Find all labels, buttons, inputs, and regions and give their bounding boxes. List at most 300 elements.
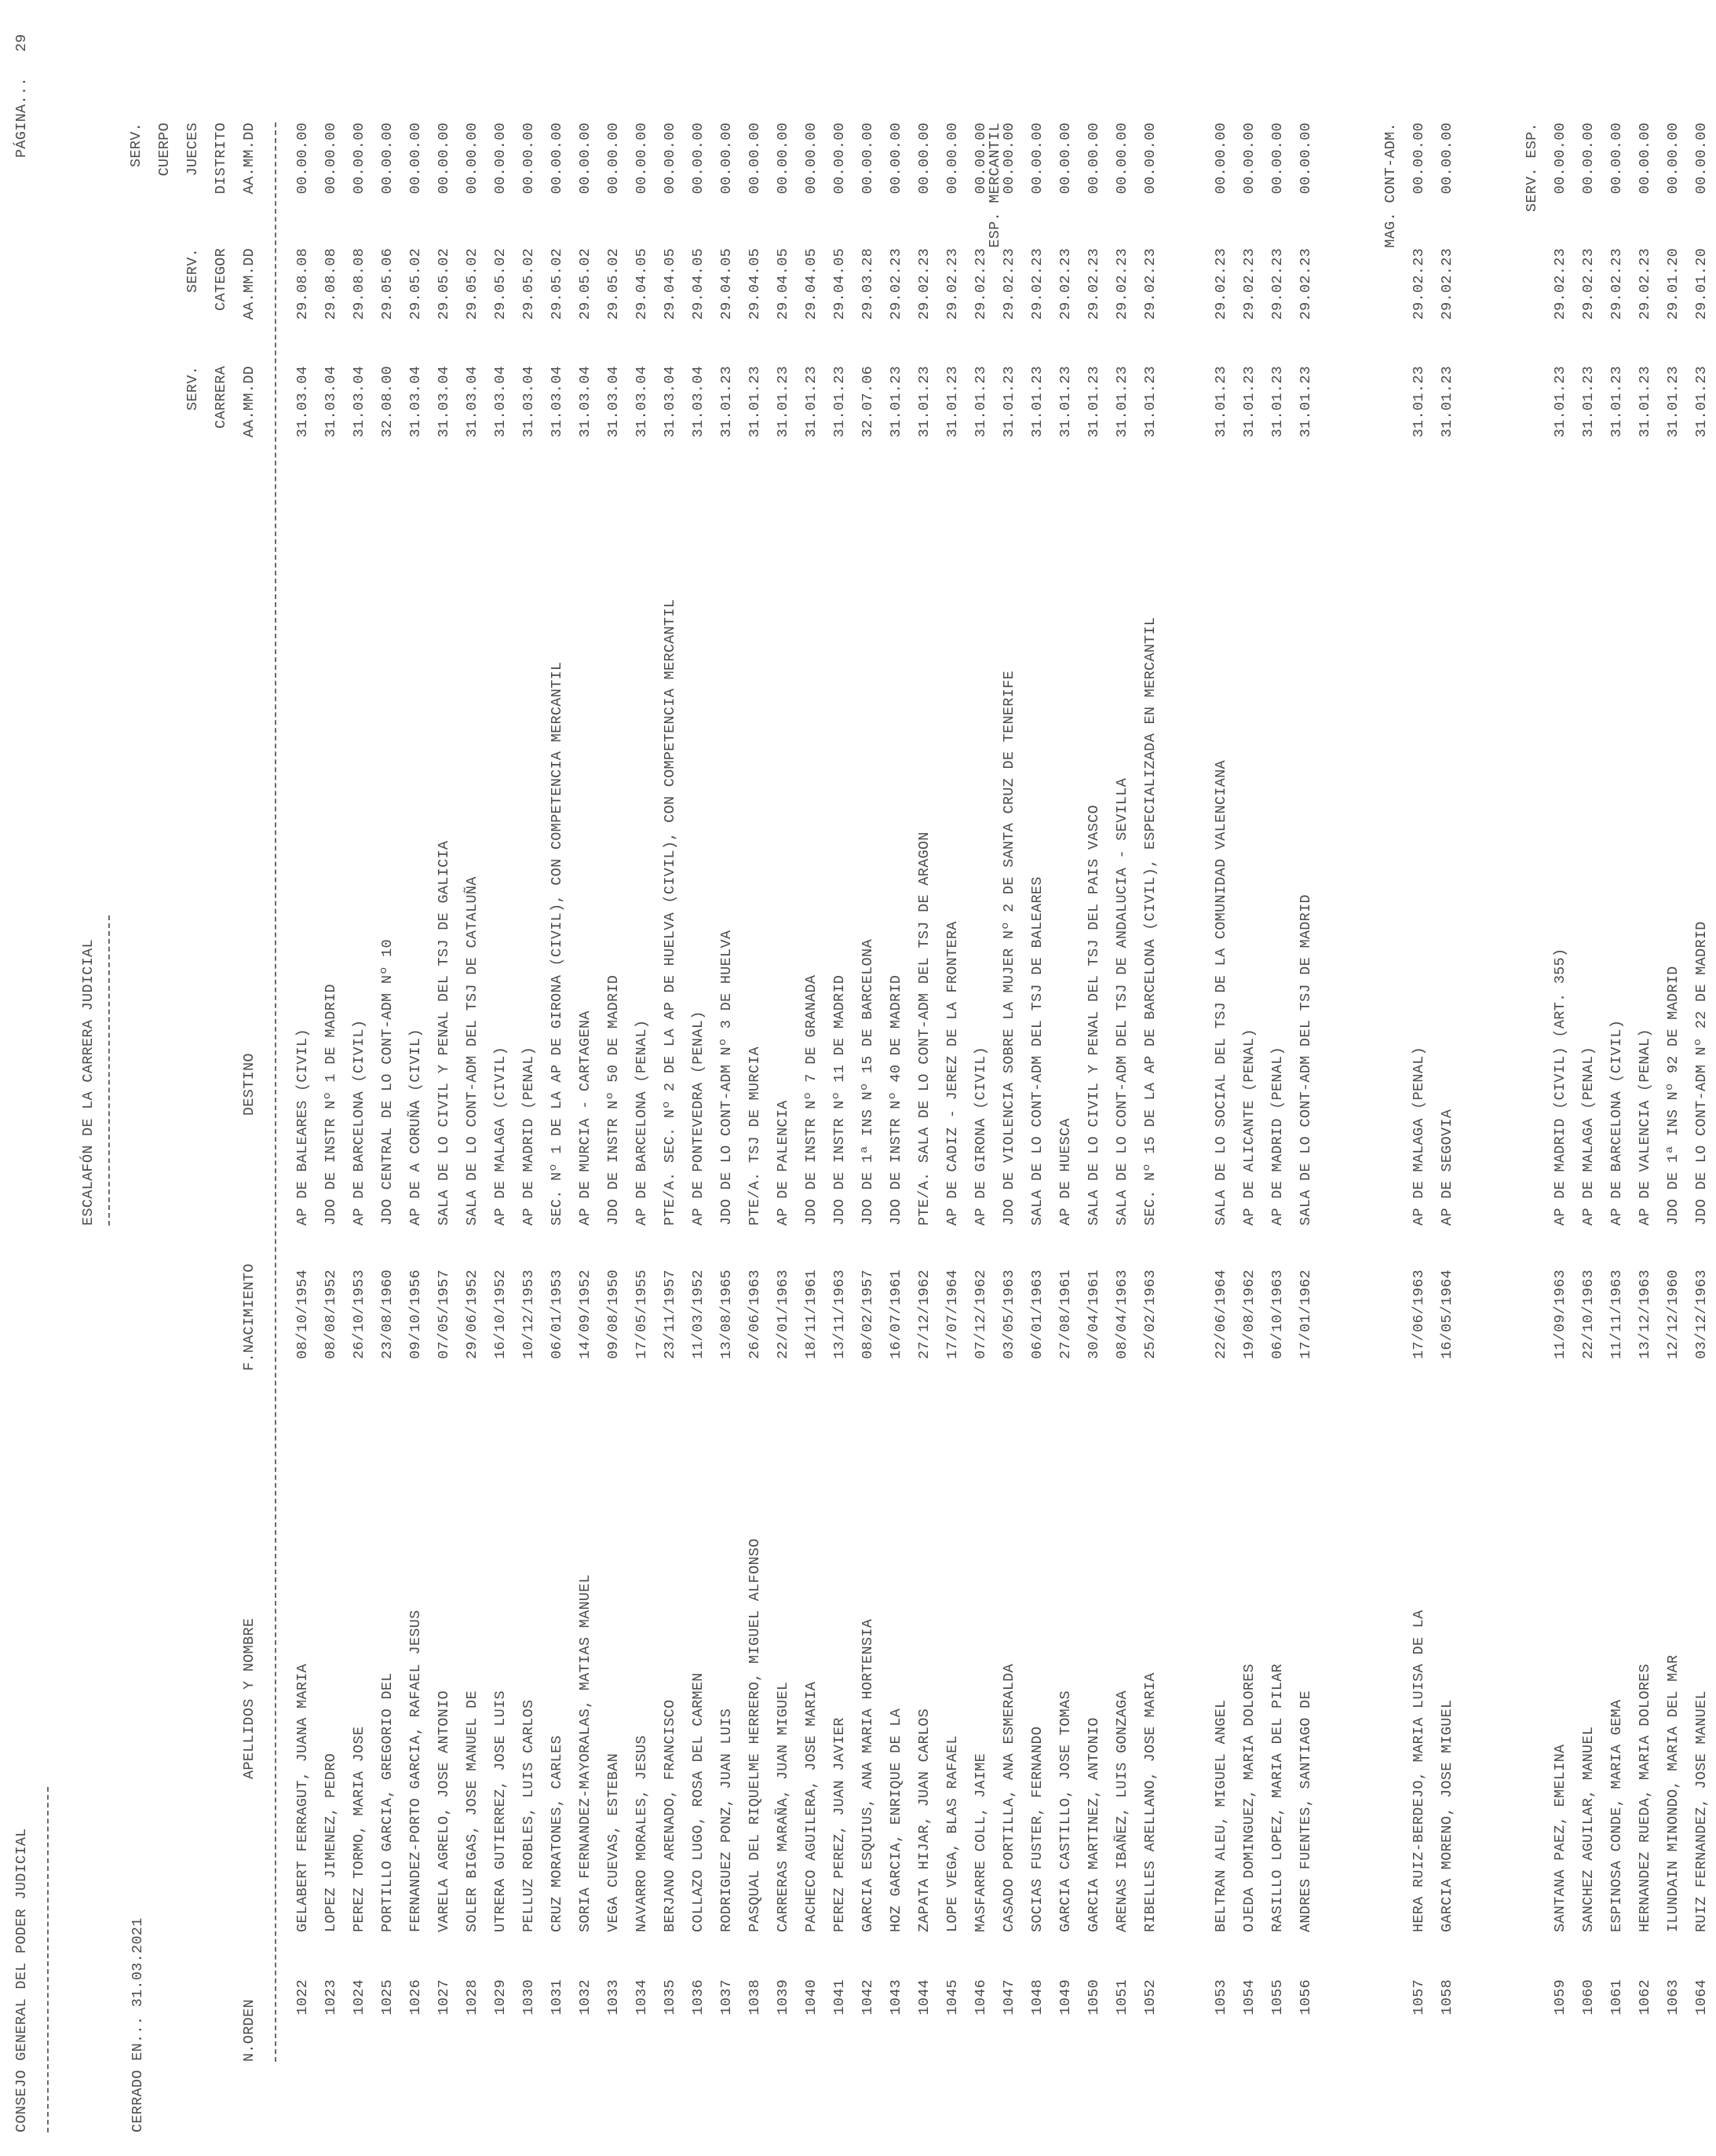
cell-nacimiento: 17/05/1955 xyxy=(633,1269,650,1359)
cell-distrito: 00.00.00 xyxy=(973,122,989,195)
cell-orden: 1059 xyxy=(1552,1979,1568,2015)
cell-orden: 1035 xyxy=(662,1979,678,2015)
cell-orden: 1031 xyxy=(549,1979,565,2015)
cell-distrito: 00.00.00 xyxy=(775,122,791,195)
table-row xyxy=(1631,0,1659,2156)
cell-carrera: 31.01.23 xyxy=(1142,366,1159,438)
cell-orden: 1032 xyxy=(577,1979,593,2015)
cell-orden: 1063 xyxy=(1665,1979,1681,2015)
closed-date: CERRADO EN... 31.03.2021 xyxy=(130,1917,146,2132)
cell-nombre: SORIA FERNANDEZ-MAYORALAS, MATIAS MANUEL xyxy=(577,1573,593,1932)
table-row xyxy=(1024,0,1052,2156)
cell-nacimiento: 18/11/1961 xyxy=(803,1269,820,1359)
cell-carrera: 31.03.04 xyxy=(407,366,424,438)
cell-categoria: 29.03.28 xyxy=(860,248,876,320)
cell-carrera: 31.01.23 xyxy=(1269,366,1286,438)
cell-categoria: 29.04.05 xyxy=(633,248,650,320)
cell-nacimiento: 13/12/1963 xyxy=(1637,1269,1653,1359)
cell-distrito: 00.00.00 xyxy=(662,122,678,195)
cell-categoria: 29.04.05 xyxy=(662,248,678,320)
cell-distrito: 00.00.00 xyxy=(407,122,424,195)
cell-categoria: 29.08.08 xyxy=(294,248,311,320)
cell-distrito: 00.00.00 xyxy=(549,122,565,195)
cell-destino: AP DE MALAGA (CIVIL) xyxy=(492,1046,509,1226)
col-header-distrito-3: JUECES xyxy=(184,122,201,177)
cell-distrito: 00.00.00 xyxy=(1637,122,1653,195)
cell-carrera: 31.03.04 xyxy=(633,366,650,438)
cell-nacimiento: 17/01/1962 xyxy=(1298,1269,1314,1359)
cell-carrera: 31.01.23 xyxy=(1029,366,1046,438)
cell-distrito: 00.00.00 xyxy=(1114,122,1130,195)
cell-carrera: 31.01.23 xyxy=(1665,366,1681,438)
cell-nombre: UTRERA GUTIERREZ, JOSE LUIS xyxy=(492,1690,509,1932)
cell-destino: SALA DE LO CONT-ADM DEL TSJ DE BALEARES xyxy=(1029,876,1046,1226)
table-row xyxy=(882,0,911,2156)
cell-destino: AP DE A CORUÑA (CIVIL) xyxy=(407,1029,424,1226)
cell-destino: AP DE BARCELONA (PENAL) xyxy=(633,1019,650,1226)
col-header-distrito-2: CUERPO xyxy=(156,122,173,177)
cell-carrera: 31.01.23 xyxy=(1608,366,1625,438)
cell-nacimiento: 11/09/1963 xyxy=(1552,1269,1568,1359)
cell-destino: AP DE SEGOVIA xyxy=(1439,1109,1455,1226)
cell-categoria: 29.05.02 xyxy=(464,248,480,320)
cell-orden: 1022 xyxy=(294,1979,311,2015)
table-row xyxy=(911,0,939,2156)
col-header-orden: N.ORDEN xyxy=(241,1999,257,2062)
cell-nacimiento: 09/10/1956 xyxy=(407,1269,424,1359)
cell-carrera: 31.01.23 xyxy=(1580,366,1597,438)
cell-orden: 1038 xyxy=(747,1979,763,2015)
cell-nacimiento: 22/10/1963 xyxy=(1580,1269,1597,1359)
cell-carrera: 31.01.23 xyxy=(1241,366,1258,438)
cell-nacimiento: 14/09/1952 xyxy=(577,1269,593,1359)
table-row xyxy=(656,0,685,2156)
cell-categoria: 29.05.02 xyxy=(492,248,509,320)
cell-nacimiento: 23/11/1957 xyxy=(662,1269,678,1359)
table-row xyxy=(628,0,656,2156)
section-label-contadm: MAG. CONT-ADM. xyxy=(1382,122,1399,248)
cell-nombre: BELTRAN ALEU, MIGUEL ANGEL xyxy=(1213,1699,1229,1932)
cell-nacimiento: 10/12/1953 xyxy=(520,1269,537,1359)
cell-categoria: 29.02.23 xyxy=(1213,248,1229,320)
cell-nombre: ILUNDAIN MINONDO, MARIA DEL MAR xyxy=(1665,1654,1681,1932)
table-row xyxy=(289,0,317,2156)
cell-nacimiento: 19/08/1962 xyxy=(1241,1269,1258,1359)
cell-destino: AP DE MALAGA (PENAL) xyxy=(1411,1046,1427,1226)
cell-destino: SEC. Nº 15 DE LA AP DE BARCELONA (CIVIL), ESPECIALIZADA EN MERCANTIL xyxy=(1142,616,1159,1226)
cell-distrito: 00.00.00 xyxy=(323,122,339,195)
cell-nacimiento: 08/10/1954 xyxy=(294,1269,311,1359)
cell-categoria: 29.01.20 xyxy=(1665,248,1681,320)
cell-destino: AP DE MURCIA - CARTAGENA xyxy=(577,1010,593,1226)
table-row xyxy=(854,0,882,2156)
table-row xyxy=(1546,0,1575,2156)
cell-orden: 1033 xyxy=(605,1979,622,2015)
col-header-distrito-5: AA.MM.DD xyxy=(241,122,257,195)
cell-distrito: 00.00.00 xyxy=(888,122,904,195)
cell-distrito: 00.00.00 xyxy=(436,122,452,195)
table-row xyxy=(345,0,374,2156)
cell-nombre: RIBELLES ARELLANO, JOSE MARIA xyxy=(1142,1672,1159,1932)
cell-nombre: HERA RUIZ-BERDEJO, MARIA LUISA DE LA xyxy=(1411,1610,1427,1932)
cell-destino: JDO DE LO CONT-ADM Nº 22 DE MADRID xyxy=(1693,921,1710,1226)
col-header-carrera-3: AA.MM.DD xyxy=(241,366,257,438)
cell-nombre: RUIZ FERNANDEZ, JOSE MANUEL xyxy=(1693,1690,1710,1932)
cell-orden: 1042 xyxy=(860,1979,876,2015)
cell-carrera: 31.01.23 xyxy=(831,366,848,438)
cell-destino: JDO CENTRAL DE LO CONT-ADM Nº 10 xyxy=(379,939,396,1226)
table-row xyxy=(1688,0,1716,2156)
cell-orden: 1058 xyxy=(1439,1979,1455,2015)
cell-orden: 1044 xyxy=(916,1979,933,2015)
cell-nombre: PORTILLO GARCIA, GREGORIO DEL xyxy=(379,1672,396,1932)
cell-carrera: 31.01.23 xyxy=(1086,366,1102,438)
cell-carrera: 31.03.04 xyxy=(436,366,452,438)
cell-destino: SALA DE LO CIVIL Y PENAL DEL TSJ DE GALICIA xyxy=(436,840,452,1226)
table-row xyxy=(1080,0,1108,2156)
cell-nacimiento: 06/01/1963 xyxy=(1029,1269,1046,1359)
cell-carrera: 31.01.23 xyxy=(747,366,763,438)
cell-destino: AP DE BALEARES (CIVIL) xyxy=(294,1029,311,1226)
cell-destino: PTE/A. TSJ DE MURCIA xyxy=(747,1046,763,1226)
cell-distrito: 00.00.00 xyxy=(1439,122,1455,195)
cell-nombre: RODRIGUEZ PONZ, JUAN LUIS xyxy=(718,1708,735,1932)
cell-distrito: 00.00.00 xyxy=(1213,122,1229,195)
cell-nombre: VARELA AGRELO, JOSE ANTONIO xyxy=(436,1690,452,1932)
cell-carrera: 31.01.23 xyxy=(888,366,904,438)
cell-distrito: 00.00.00 xyxy=(1001,122,1017,195)
table-row xyxy=(1603,0,1631,2156)
cell-orden: 1029 xyxy=(492,1979,509,2015)
cell-destino: JDO DE INSTR Nº 11 DE MADRID xyxy=(831,974,848,1226)
col-header-categoria-2: CATEGOR xyxy=(213,248,229,311)
cell-categoria: 29.02.23 xyxy=(1001,248,1017,320)
col-header-nombre: APELLIDOS Y NOMBRE xyxy=(241,1617,257,1779)
table-row xyxy=(515,0,543,2156)
cell-destino: AP DE VALENCIA (PENAL) xyxy=(1637,1029,1653,1226)
cell-destino: AP DE GIRONA (CIVIL) xyxy=(973,1046,989,1226)
cell-carrera: 31.03.04 xyxy=(520,366,537,438)
cell-nombre: CRUZ MORATONES, CARLES xyxy=(549,1735,565,1932)
cell-carrera: 31.03.04 xyxy=(492,366,509,438)
cell-distrito: 00.00.00 xyxy=(1552,122,1568,195)
cell-carrera: 31.01.23 xyxy=(944,366,961,438)
cell-carrera: 31.01.23 xyxy=(1057,366,1074,438)
cell-nacimiento: 13/08/1965 xyxy=(718,1269,735,1359)
cell-carrera: 31.03.04 xyxy=(294,366,311,438)
cell-destino: SALA DE LO CIVIL Y PENAL DEL TSJ DEL PAIS VASCO xyxy=(1086,805,1102,1226)
cell-nacimiento: 22/06/1964 xyxy=(1213,1269,1229,1359)
cell-carrera: 31.01.23 xyxy=(1693,366,1710,438)
table-row xyxy=(713,0,741,2156)
cell-carrera: 31.01.23 xyxy=(1552,366,1568,438)
table-row xyxy=(487,0,515,2156)
cell-distrito: 00.00.00 xyxy=(831,122,848,195)
cell-carrera: 31.03.04 xyxy=(323,366,339,438)
cell-carrera: 31.01.23 xyxy=(1637,366,1653,438)
section-label-mercantil: ESP. MERCANTIL xyxy=(987,122,1003,248)
cell-orden: 1050 xyxy=(1086,1979,1102,2015)
cell-destino: JDO DE VIOLENCIA SOBRE LA MUJER Nº 2 DE SANTA CRUZ DE TENERIFE xyxy=(1001,671,1017,1226)
cell-distrito: 00.00.00 xyxy=(1057,122,1074,195)
cell-destino: JDO DE INSTR Nº 40 DE MADRID xyxy=(888,974,904,1226)
cell-categoria: 29.04.05 xyxy=(690,248,706,320)
cell-orden: 1024 xyxy=(351,1979,367,2015)
cell-nombre: ZAPATA HIJAR, JUAN CARLOS xyxy=(916,1708,933,1932)
cell-destino: SALA DE LO CONT-ADM DEL TSJ DE ANDALUCIA - SEVILLA xyxy=(1114,777,1130,1226)
organization-name: CONSEJO GENERAL DEL PODER JUDICIAL xyxy=(13,1828,30,2132)
col-header-nacimiento: F.NACIMIENTO xyxy=(241,1263,257,1371)
cell-distrito: 00.00.00 xyxy=(605,122,622,195)
cell-carrera: 31.03.04 xyxy=(549,366,565,438)
cell-nombre: PEREZ PEREZ, JUAN JAVIER xyxy=(831,1717,848,1932)
col-header-carrera-2: CARRERA xyxy=(213,366,229,429)
cell-distrito: 00.00.00 xyxy=(633,122,650,195)
cell-carrera: 31.01.23 xyxy=(1298,366,1314,438)
cell-nombre: MASFARRE COLL, JAIME xyxy=(973,1752,989,1932)
cell-nombre: LOPEZ JIMENEZ, PEDRO xyxy=(323,1752,339,1932)
cell-orden: 1046 xyxy=(973,1979,989,2015)
cell-distrito: 00.00.00 xyxy=(718,122,735,195)
cell-destino: PTE/A. SALA DE LO CONT-ADM DEL TSJ DE ARAGON xyxy=(916,831,933,1226)
cell-categoria: 29.02.23 xyxy=(1439,248,1455,320)
cell-distrito: 00.00.00 xyxy=(860,122,876,195)
cell-destino: AP DE MALAGA (PENAL) xyxy=(1580,1046,1597,1226)
cell-categoria: 29.05.06 xyxy=(379,248,396,320)
cell-carrera: 31.03.04 xyxy=(605,366,622,438)
cell-nombre: FERNANDEZ-PORTO GARCIA, RAFAEL JESUS xyxy=(407,1610,424,1932)
cell-distrito: 00.00.00 xyxy=(803,122,820,195)
cell-carrera: 31.03.04 xyxy=(662,366,678,438)
cell-destino: SEC. Nº 1 DE LA AP DE GIRONA (CIVIL), CON COMPETENCIA MERCANTIL xyxy=(549,661,565,1226)
cell-nacimiento: 07/12/1962 xyxy=(973,1269,989,1359)
cell-destino: SALA DE LO CONT-ADM DEL TSJ DE MADRID xyxy=(1298,894,1314,1226)
cell-distrito: 00.00.00 xyxy=(1269,122,1286,195)
table-row xyxy=(1207,0,1236,2156)
cell-orden: 1037 xyxy=(718,1979,735,2015)
cell-distrito: 00.00.00 xyxy=(690,122,706,195)
cell-categoria: 29.02.23 xyxy=(916,248,933,320)
cell-nacimiento: 17/06/1963 xyxy=(1411,1269,1427,1359)
cell-categoria: 29.05.02 xyxy=(605,248,622,320)
cell-destino: AP DE HUESCA xyxy=(1057,1118,1074,1226)
cell-distrito: 00.00.00 xyxy=(1665,122,1681,195)
cell-nombre: PELLUZ ROBLES, LUIS CARLOS xyxy=(520,1699,537,1932)
cell-nacimiento: 27/12/1962 xyxy=(916,1269,933,1359)
cell-destino: AP DE PONTEVEDRA (PENAL) xyxy=(690,1010,706,1226)
cell-categoria: 29.04.05 xyxy=(831,248,848,320)
cell-nombre: CASADO PORTILLA, ANA ESMERALDA xyxy=(1001,1663,1017,1932)
cell-categoria: 29.02.23 xyxy=(1114,248,1130,320)
table-row xyxy=(1433,0,1462,2156)
table-row xyxy=(741,0,769,2156)
cell-nacimiento: 27/08/1961 xyxy=(1057,1269,1074,1359)
cell-categoria: 29.05.02 xyxy=(549,248,565,320)
cell-orden: 1027 xyxy=(436,1979,452,2015)
cell-orden: 1034 xyxy=(633,1979,650,2015)
cell-nombre: OJEDA DOMINGUEZ, MARIA DOLORES xyxy=(1241,1663,1258,1932)
cell-nombre: CARRERAS MARAÑA, JUAN MIGUEL xyxy=(775,1681,791,1932)
cell-nombre: GARCIA MARTINEZ, ANTONIO xyxy=(1086,1717,1102,1932)
cell-distrito: 00.00.00 xyxy=(1608,122,1625,195)
cell-categoria: 29.02.23 xyxy=(944,248,961,320)
cell-destino: AP DE PALENCIA xyxy=(775,1100,791,1226)
cell-destino: SALA DE LO SOCIAL DEL TSJ DE LA COMUNIDAD VALENCIANA xyxy=(1213,760,1229,1226)
cell-nacimiento: 06/10/1963 xyxy=(1269,1269,1286,1359)
cell-distrito: 00.00.00 xyxy=(294,122,311,195)
cell-orden: 1057 xyxy=(1411,1979,1427,2015)
cell-distrito: 00.00.00 xyxy=(1298,122,1314,195)
cell-destino: PTE/A. SEC. Nº 2 DE LA AP DE HUELVA (CIVIL), CON COMPETENCIA MERCANTIL xyxy=(662,598,678,1226)
cell-distrito: 00.00.00 xyxy=(379,122,396,195)
cell-destino: JDO DE INSTR Nº 7 DE GRANADA xyxy=(803,974,820,1226)
table-row xyxy=(967,0,995,2156)
cell-destino: JDO DE 1ª INS Nº 15 DE BARCELONA xyxy=(860,939,876,1226)
cell-orden: 1023 xyxy=(323,1979,339,2015)
cell-categoria: 29.04.05 xyxy=(747,248,763,320)
cell-categoria: 29.05.02 xyxy=(520,248,537,320)
cell-categoria: 29.04.05 xyxy=(718,248,735,320)
table-row xyxy=(1292,0,1320,2156)
cell-destino: JDO DE INSTR Nº 50 DE MADRID xyxy=(605,974,622,1226)
cell-destino: AP DE MADRID (CIVIL) (ART. 355) xyxy=(1552,948,1568,1226)
cell-nombre: ARENAS IBAÑEZ, LUIS GONZAGA xyxy=(1114,1690,1130,1932)
cell-destino: AP DE ALICANTE (PENAL) xyxy=(1241,1029,1258,1226)
cell-orden: 1055 xyxy=(1269,1979,1286,2015)
cell-nacimiento: 03/12/1963 xyxy=(1693,1269,1710,1359)
cell-orden: 1030 xyxy=(520,1979,537,2015)
cell-distrito: 00.00.00 xyxy=(492,122,509,195)
cell-distrito: 00.00.00 xyxy=(1411,122,1427,195)
cell-nacimiento: 16/07/1961 xyxy=(888,1269,904,1359)
table-row xyxy=(1264,0,1292,2156)
table-row xyxy=(402,0,430,2156)
cell-orden: 1036 xyxy=(690,1979,706,2015)
cell-carrera: 31.01.23 xyxy=(775,366,791,438)
cell-destino: JDO DE LO CONT-ADM Nº 3 DE HUELVA xyxy=(718,930,735,1226)
cell-orden: 1049 xyxy=(1057,1979,1074,2015)
cell-nacimiento: 16/10/1952 xyxy=(492,1269,509,1359)
cell-nacimiento: 16/05/1964 xyxy=(1439,1269,1455,1359)
cell-categoria: 29.02.23 xyxy=(1086,248,1102,320)
cell-categoria: 29.02.23 xyxy=(1241,248,1258,320)
cell-distrito: 00.00.00 xyxy=(351,122,367,195)
cell-categoria: 29.02.23 xyxy=(1269,248,1286,320)
cell-nacimiento: 07/05/1957 xyxy=(436,1269,452,1359)
cell-nombre: GARCIA CASTILLO, JOSE TOMAS xyxy=(1057,1690,1074,1932)
cell-categoria: 29.02.23 xyxy=(1411,248,1427,320)
cell-nacimiento: 26/06/1963 xyxy=(747,1269,763,1359)
cell-categoria: 29.02.23 xyxy=(1057,248,1074,320)
cell-destino: JDO DE 1ª INS Nº 92 DE MADRID xyxy=(1665,966,1681,1226)
table-row xyxy=(826,0,854,2156)
cell-categoria: 29.01.20 xyxy=(1693,248,1710,320)
table-row xyxy=(600,0,628,2156)
cell-nacimiento: 08/08/1952 xyxy=(323,1269,339,1359)
cell-destino: AP DE BARCELONA (CIVIL) xyxy=(1608,1019,1625,1226)
col-header-carrera-1: SERV. xyxy=(184,366,201,411)
cell-distrito: 00.00.00 xyxy=(747,122,763,195)
cell-nacimiento: 06/01/1953 xyxy=(549,1269,565,1359)
cell-nombre: VEGA CUEVAS, ESTEBAN xyxy=(605,1752,622,1932)
cell-nacimiento: 08/04/1963 xyxy=(1114,1269,1130,1359)
table-row xyxy=(1137,0,1165,2156)
cell-categoria: 29.02.23 xyxy=(1608,248,1625,320)
cell-nacimiento: 26/10/1953 xyxy=(351,1269,367,1359)
table-row xyxy=(769,0,798,2156)
cell-carrera: 31.01.23 xyxy=(1439,366,1455,438)
table-row xyxy=(1575,0,1603,2156)
cell-distrito: 00.00.00 xyxy=(1142,122,1159,195)
cell-categoria: 29.05.02 xyxy=(407,248,424,320)
cell-orden: 1061 xyxy=(1608,1979,1625,2015)
col-header-categoria-1: SERV. xyxy=(184,248,201,294)
cell-orden: 1064 xyxy=(1693,1979,1710,2015)
cell-carrera: 32.08.00 xyxy=(379,366,396,438)
cell-nombre: ANDRES FUENTES, SANTIAGO DE xyxy=(1298,1690,1314,1932)
cell-orden: 1045 xyxy=(944,1979,961,2015)
cell-orden: 1062 xyxy=(1637,1979,1653,2015)
cell-categoria: 29.02.23 xyxy=(1029,248,1046,320)
cell-carrera: 32.07.06 xyxy=(860,366,876,438)
cell-carrera: 31.03.04 xyxy=(690,366,706,438)
table-row xyxy=(430,0,458,2156)
cell-distrito: 00.00.00 xyxy=(916,122,933,195)
cell-orden: 1060 xyxy=(1580,1979,1597,2015)
cell-orden: 1052 xyxy=(1142,1979,1159,2015)
col-header-distrito-4: DISTRITO xyxy=(213,122,229,195)
cell-nombre: RASILLO LOPEZ, MARIA DEL PILAR xyxy=(1269,1663,1286,1932)
cell-orden: 1054 xyxy=(1241,1979,1258,2015)
cell-nombre: GARCIA MORENO, JOSE MIGUEL xyxy=(1439,1699,1455,1932)
cell-nombre: COLLAZO LUGO, ROSA DEL CARMEN xyxy=(690,1672,706,1932)
cell-nacimiento: 29/06/1952 xyxy=(464,1269,480,1359)
cell-distrito: 00.00.00 xyxy=(944,122,961,195)
cell-orden: 1041 xyxy=(831,1979,848,2015)
cell-carrera: 31.03.04 xyxy=(464,366,480,438)
cell-categoria: 29.08.08 xyxy=(351,248,367,320)
cell-distrito: 00.00.00 xyxy=(520,122,537,195)
cell-nombre: SOLER BIGAS, JOSE MANUEL DE xyxy=(464,1690,480,1932)
table-row xyxy=(571,0,600,2156)
table-row xyxy=(317,0,345,2156)
cell-categoria: 29.05.02 xyxy=(577,248,593,320)
cell-categoria: 29.04.05 xyxy=(775,248,791,320)
cell-orden: 1048 xyxy=(1029,1979,1046,2015)
cell-destino: AP DE MADRID (PENAL) xyxy=(520,1046,537,1226)
cell-nacimiento: 22/01/1963 xyxy=(775,1269,791,1359)
cell-nacimiento: 09/08/1950 xyxy=(605,1269,622,1359)
col-header-categoria-3: AA.MM.DD xyxy=(241,248,257,320)
table-row xyxy=(1659,0,1688,2156)
cell-distrito: 00.00.00 xyxy=(1580,122,1597,195)
cell-categoria: 29.04.05 xyxy=(803,248,820,320)
cell-nacimiento: 12/12/1960 xyxy=(1665,1269,1681,1359)
cell-nombre: PACHECO AGUILERA, JOSE MARIA xyxy=(803,1681,820,1932)
table-row xyxy=(374,0,402,2156)
cell-orden: 1039 xyxy=(775,1979,791,2015)
cell-carrera: 31.01.23 xyxy=(1001,366,1017,438)
table-row xyxy=(1052,0,1080,2156)
cell-orden: 1040 xyxy=(803,1979,820,2015)
table-row xyxy=(543,0,571,2156)
cell-carrera: 31.01.23 xyxy=(803,366,820,438)
cell-distrito: 00.00.00 xyxy=(1241,122,1258,195)
cell-distrito: 00.00.00 xyxy=(1693,122,1710,195)
cell-orden: 1026 xyxy=(407,1979,424,2015)
cell-carrera: 31.03.04 xyxy=(577,366,593,438)
cell-nombre: ESPINOSA CONDE, MARIA GEMA xyxy=(1608,1699,1625,1932)
